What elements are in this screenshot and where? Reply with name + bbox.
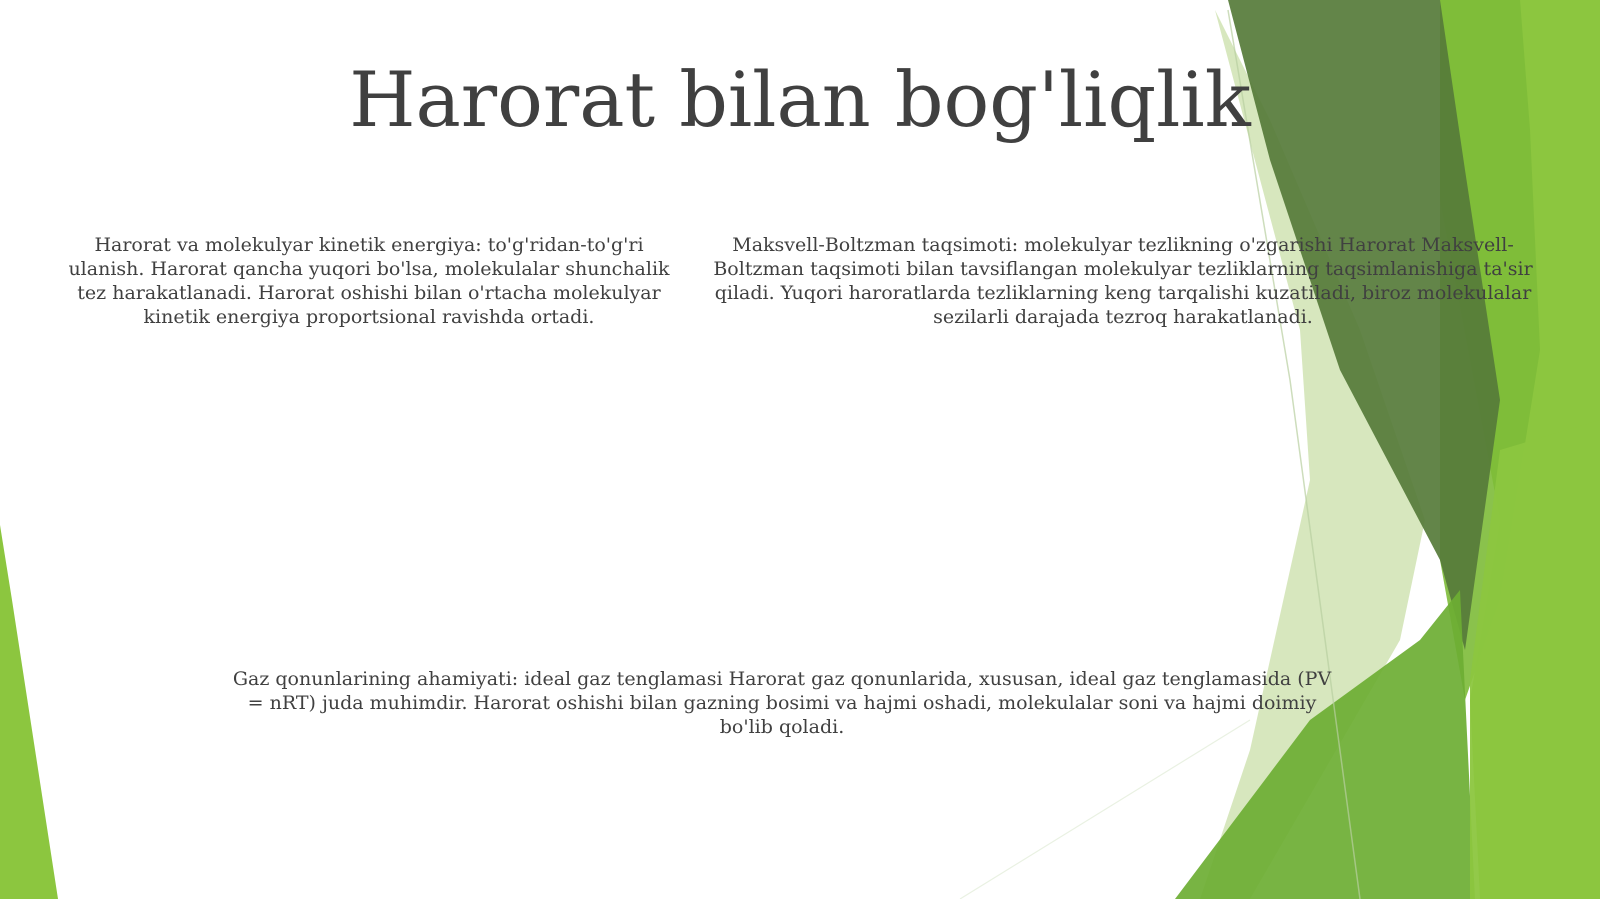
paragraph-gas-laws: Gaz qonunlarining ahamiyati: ideal gaz tenglamasi Harorat gaz qonunlarida, xususan, ideal gaz tenglamasida (PV = nRT) juda muhimdir. Harorat oshishi bilan gazning bosimi va hajmi oshadi, molekulalar soni va hajmi doimiy bo'lib qoladi. [232, 668, 1332, 738]
paragraph-temperature-kinetic-energy: Harorat va molekulyar kinetik energiya: to'g'ridan-to'g'ri ulanish. Harorat qancha yuqori bo'lsa, molekulalar shunchalik tez harakatlanadi. Harorat oshishi bilan o'rtacha molekulyar kinetik energiya proportsional ravishda ortadi. [68, 234, 670, 328]
paragraph-maxwell-boltzmann: Maksvell-Boltzman taqsimoti: molekulyar tezlikning o'zgarishi Harorat Maksvell-Boltzman taqsimoti bilan tavsiflangan molekulyar tezliklarning taqsimlanishiga ta'sir qiladi. Yuqori haroratlarda tezliklarning keng tarqalishi kuzatiladi, biroz molekulalar sezilarli darajada tezroq harakatlanadi. [713, 234, 1533, 328]
left-green-shape [0, 525, 58, 899]
slide-title: Harorat bilan bog'liqlik [349, 55, 1251, 144]
